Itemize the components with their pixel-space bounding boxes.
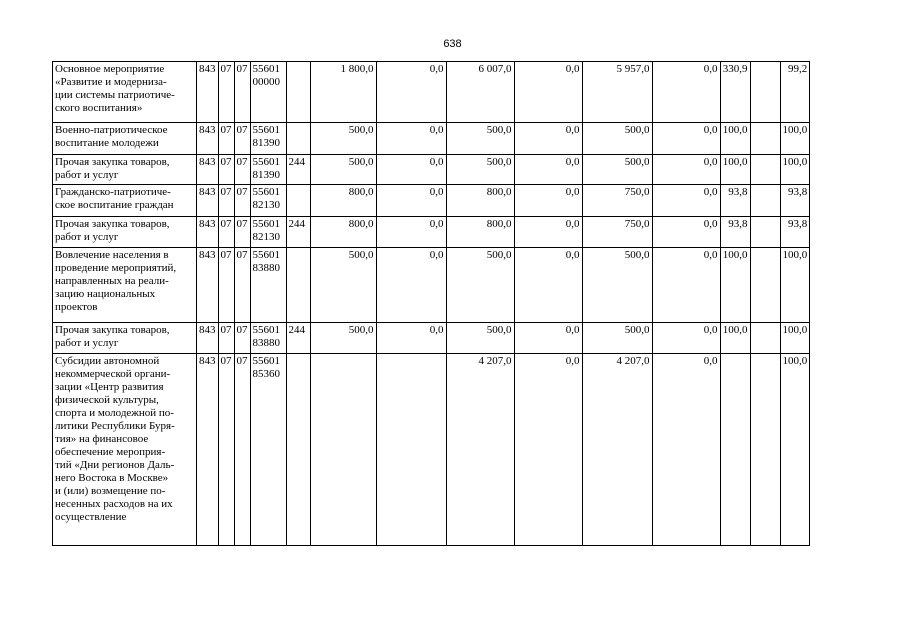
value-5: 5 957,0 <box>582 62 652 123</box>
value-4: 0,0 <box>514 354 582 546</box>
value-3: 500,0 <box>446 248 514 323</box>
empty-cell <box>750 323 780 354</box>
value-4: 0,0 <box>514 217 582 248</box>
value-8: 93,8 <box>780 185 810 217</box>
section-code: 07 <box>218 248 234 323</box>
value-7: 93,8 <box>720 185 750 217</box>
section-code: 07 <box>218 185 234 217</box>
value-7: 330,9 <box>720 62 750 123</box>
row-name: Основное мероприятие «Развитие и модерниза- ции системы патриотиче- ского воспитания» <box>53 62 197 123</box>
value-2: 0,0 <box>376 248 446 323</box>
value-5: 500,0 <box>582 155 652 185</box>
table-row <box>53 155 810 185</box>
grbs-code: 843 <box>197 323 219 354</box>
value-1: 500,0 <box>310 123 376 155</box>
value-3: 800,0 <box>446 217 514 248</box>
empty-cell <box>750 185 780 217</box>
expense-type-code: 244 <box>286 155 310 185</box>
value-5: 750,0 <box>582 185 652 217</box>
value-1: 800,0 <box>310 217 376 248</box>
value-5: 750,0 <box>582 217 652 248</box>
empty-cell <box>750 354 780 546</box>
value-8: 100,0 <box>780 155 810 185</box>
value-7: 100,0 <box>720 123 750 155</box>
table-body <box>53 62 810 546</box>
target-article-code: 55601 82130 <box>250 185 286 217</box>
target-article-code: 55601 00000 <box>250 62 286 123</box>
value-1: 800,0 <box>310 185 376 217</box>
value-7: 100,0 <box>720 323 750 354</box>
row-name: Прочая закупка товаров, работ и услуг <box>53 323 197 354</box>
target-article-code: 55601 82130 <box>250 217 286 248</box>
target-article-code: 55601 81390 <box>250 123 286 155</box>
section-code: 07 <box>218 354 234 546</box>
subsection-code: 07 <box>234 217 250 248</box>
expense-type-code <box>286 354 310 546</box>
section-code: 07 <box>218 62 234 123</box>
value-6: 0,0 <box>652 185 720 217</box>
target-article-code: 55601 85360 <box>250 354 286 546</box>
target-article-code: 55601 81390 <box>250 155 286 185</box>
value-6: 0,0 <box>652 62 720 123</box>
value-2: 0,0 <box>376 323 446 354</box>
budget-table <box>52 61 810 546</box>
expense-type-code <box>286 62 310 123</box>
value-6: 0,0 <box>652 323 720 354</box>
target-article-code: 55601 83880 <box>250 323 286 354</box>
value-8: 100,0 <box>780 123 810 155</box>
value-5: 500,0 <box>582 123 652 155</box>
row-name: Прочая закупка товаров, работ и услуг <box>53 155 197 185</box>
value-7: 93,8 <box>720 217 750 248</box>
table-row <box>53 248 810 323</box>
empty-cell <box>750 248 780 323</box>
value-3: 500,0 <box>446 123 514 155</box>
value-7 <box>720 354 750 546</box>
empty-cell <box>750 217 780 248</box>
section-code: 07 <box>218 323 234 354</box>
table-row <box>53 123 810 155</box>
empty-cell <box>750 62 780 123</box>
value-3: 4 207,0 <box>446 354 514 546</box>
grbs-code: 843 <box>197 155 219 185</box>
subsection-code: 07 <box>234 323 250 354</box>
grbs-code: 843 <box>197 123 219 155</box>
value-6: 0,0 <box>652 354 720 546</box>
value-1: 500,0 <box>310 323 376 354</box>
value-4: 0,0 <box>514 185 582 217</box>
expense-type-code <box>286 248 310 323</box>
subsection-code: 07 <box>234 185 250 217</box>
target-article-code: 55601 83880 <box>250 248 286 323</box>
value-5: 500,0 <box>582 248 652 323</box>
value-4: 0,0 <box>514 155 582 185</box>
grbs-code: 843 <box>197 248 219 323</box>
value-6: 0,0 <box>652 123 720 155</box>
value-3: 800,0 <box>446 185 514 217</box>
value-2: 0,0 <box>376 62 446 123</box>
value-2: 0,0 <box>376 185 446 217</box>
value-8: 100,0 <box>780 323 810 354</box>
expense-type-code <box>286 185 310 217</box>
value-7: 100,0 <box>720 155 750 185</box>
row-name: Субсидии автономной некоммерческой органи- зации «Центр развития физической культуры, спорта и молодежной по- литики Республики Буря- тия» на финансовое обеспечение мероприя- тий «Дни регионов Даль- него Востока в Москве» и (или) возмещение по- несенных расходов на их осуществление <box>53 354 197 546</box>
table-row <box>53 62 810 123</box>
value-8: 100,0 <box>780 354 810 546</box>
expense-type-code: 244 <box>286 217 310 248</box>
table-row <box>53 354 810 546</box>
row-name: Вовлечение населения в проведение мероприятий, направленных на реали- зацию национальных проектов <box>53 248 197 323</box>
subsection-code: 07 <box>234 354 250 546</box>
value-1 <box>310 354 376 546</box>
section-code: 07 <box>218 123 234 155</box>
grbs-code: 843 <box>197 354 219 546</box>
value-3: 6 007,0 <box>446 62 514 123</box>
row-name: Военно-патриотическое воспитание молодежи <box>53 123 197 155</box>
empty-cell <box>750 155 780 185</box>
value-5: 4 207,0 <box>582 354 652 546</box>
value-7: 100,0 <box>720 248 750 323</box>
value-8: 100,0 <box>780 248 810 323</box>
value-3: 500,0 <box>446 155 514 185</box>
page-number: 638 <box>443 38 462 50</box>
section-code: 07 <box>218 217 234 248</box>
value-1: 1 800,0 <box>310 62 376 123</box>
table-row <box>53 217 810 248</box>
value-2: 0,0 <box>376 123 446 155</box>
value-3: 500,0 <box>446 323 514 354</box>
grbs-code: 843 <box>197 185 219 217</box>
value-2: 0,0 <box>376 217 446 248</box>
grbs-code: 843 <box>197 217 219 248</box>
value-8: 99,2 <box>780 62 810 123</box>
grbs-code: 843 <box>197 62 219 123</box>
empty-cell <box>750 123 780 155</box>
expense-type-code: 244 <box>286 323 310 354</box>
row-name: Прочая закупка товаров, работ и услуг <box>53 217 197 248</box>
value-6: 0,0 <box>652 217 720 248</box>
section-code: 07 <box>218 155 234 185</box>
subsection-code: 07 <box>234 123 250 155</box>
value-4: 0,0 <box>514 248 582 323</box>
value-8: 93,8 <box>780 217 810 248</box>
value-1: 500,0 <box>310 155 376 185</box>
value-4: 0,0 <box>514 62 582 123</box>
subsection-code: 07 <box>234 248 250 323</box>
value-1: 500,0 <box>310 248 376 323</box>
value-6: 0,0 <box>652 155 720 185</box>
table-row <box>53 323 810 354</box>
value-2: 0,0 <box>376 155 446 185</box>
value-5: 500,0 <box>582 323 652 354</box>
value-4: 0,0 <box>514 123 582 155</box>
value-2 <box>376 354 446 546</box>
table-row <box>53 185 810 217</box>
expense-type-code <box>286 123 310 155</box>
subsection-code: 07 <box>234 62 250 123</box>
value-6: 0,0 <box>652 248 720 323</box>
row-name: Гражданско-патриотиче- ское воспитание граждан <box>53 185 197 217</box>
value-4: 0,0 <box>514 323 582 354</box>
subsection-code: 07 <box>234 155 250 185</box>
